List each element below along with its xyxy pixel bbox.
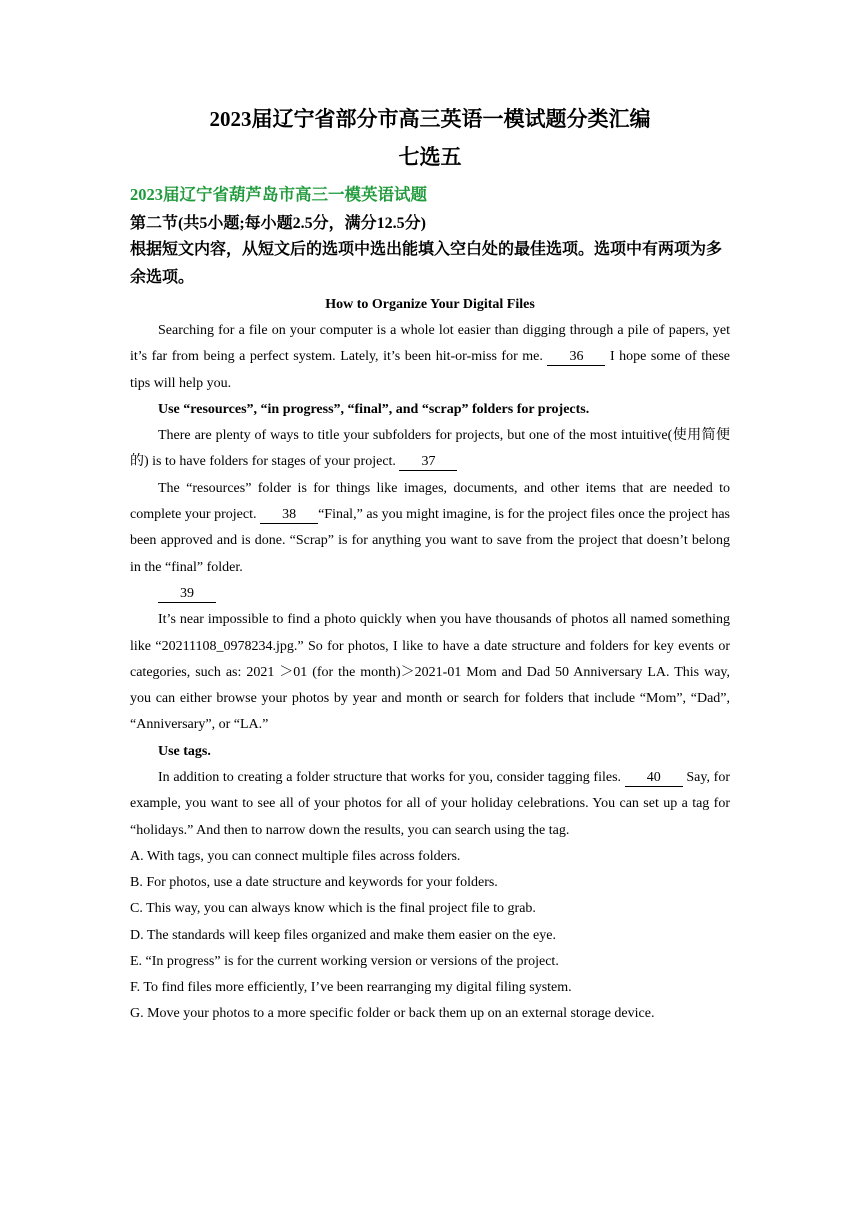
paragraph-3-text-b: “Final,” as you might imagine, is for the project files once the project has been approved and is done. “Scrap” is for anything you want to save from the project that doesn’t belong in the “final” folder. xyxy=(130,507,731,575)
blank-39: 39 xyxy=(158,586,216,603)
instructions: 根据短文内容，从短文后的选项中选出能填入空白处的最佳选项。选项中有两项为多余选项。 xyxy=(130,241,723,286)
blank-39-line xyxy=(130,581,730,607)
option-a: A. With tags, you can connect multiple files across folders. xyxy=(130,848,461,864)
paragraph-5-text-a: In addition to creating a folder structure that works for you, consider tagging files. xyxy=(158,770,625,786)
section-title: 2023届辽宁省葫芦岛市高三一模英语试题 xyxy=(130,185,427,204)
document-title: 2023届辽宁省部分市高三英语一模试题分类汇编 xyxy=(209,107,651,131)
option-f: F. To find files more efficiently, I’ve been rearranging my digital filing system. xyxy=(130,979,572,995)
option-d: D. The standards will keep files organized and make them easier on the eye. xyxy=(130,927,556,943)
paragraph-1 xyxy=(130,318,730,397)
option-e: E. “In progress” is for the current working version or versions of the project. xyxy=(130,953,559,969)
option-g: G. Move your photos to a more specific folder or back them up on an external storage device. xyxy=(130,1006,655,1022)
blank-38: 38 xyxy=(260,507,318,524)
option-b: B. For photos, use a date structure and keywords for your folders. xyxy=(130,875,498,891)
options-list xyxy=(130,844,730,1027)
blank-37: 37 xyxy=(399,454,457,471)
paragraph-2 xyxy=(130,423,730,476)
blank-36: 36 xyxy=(547,349,605,366)
paragraph-5 xyxy=(130,765,730,844)
document-content xyxy=(130,100,730,1027)
option-c: C. This way, you can always know which is the final project file to grab. xyxy=(130,901,536,917)
paragraph-1-text-b: I hope some of these tips will help you. xyxy=(130,349,730,391)
document-subtitle: 七选五 xyxy=(398,145,462,169)
paragraph-4: It’s near impossible to find a photo quickly when you have thousands of photos all named something like “20211108_0978234.jpg.” So for photos, I like to have a date structure and folders for key events or categories, such as: 2021 ＞01 (for the month)＞2021-01 Mom and Dad 50 Anniversary LA. This way, you can either browse your photos by year and month or search for folders that include “Mom”, “Dad”, “Anniversary”, or “LA.” xyxy=(130,612,730,733)
paragraph-2-text: There are plenty of ways to title your subfolders for projects, but one of the most intuitive(使用简便的) is to have folders for stages of your project. xyxy=(130,428,730,470)
paragraph-5-text-b: Say, for example, you want to see all of your photos for all of your holiday celebrations. You can set up a tag for “holidays.” And then to narrow down the results, you can search using the tag. xyxy=(130,770,730,838)
part-heading: 第二节(共5小题;每小题2.5分，满分12.5分) xyxy=(130,215,426,232)
subheading-folders: Use “resources”, “in progress”, “final”, and “scrap” folders for projects. xyxy=(158,401,590,417)
paragraph-3 xyxy=(130,476,730,581)
passage-title: How to Organize Your Digital Files xyxy=(325,297,535,312)
paragraph-1-text-a: Searching for a file on your computer is a whole lot easier than digging through a pile of papers, yet it’s far from being a perfect system. Lately, it’s been hit-or-miss for me. xyxy=(130,323,730,365)
subheading-tags: Use tags. xyxy=(158,743,211,759)
paragraph-3-text-a: The “resources” folder is for things like images, documents, and other items that are needed to complete your project. xyxy=(130,480,730,523)
blank-40: 40 xyxy=(625,770,683,787)
